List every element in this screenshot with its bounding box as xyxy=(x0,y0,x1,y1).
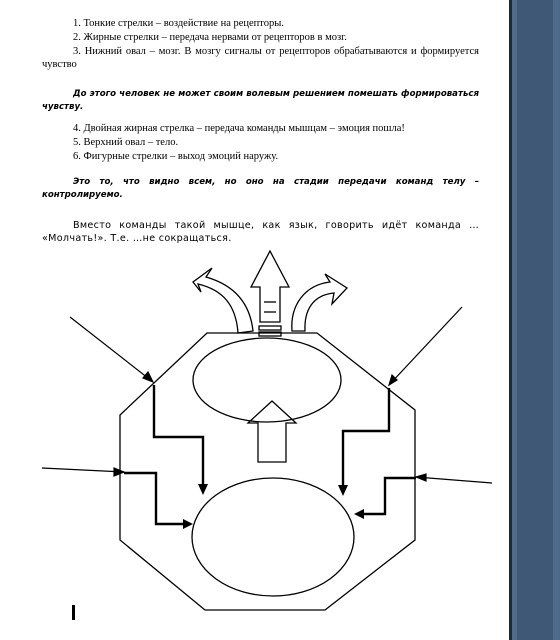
thin-arrow-top-left xyxy=(70,317,153,382)
list-item-3: 3. Нижний овал – мозг. В мозгу сигналы от рецепторов обрабатываются и формируется чувство xyxy=(42,46,479,70)
bold-arrow-lower-right xyxy=(362,478,416,514)
thin-arrow-top-right xyxy=(389,307,462,385)
bold-arrow-upper-left xyxy=(154,385,203,487)
emphasis-note-1: До этого человек не может своим волевым решением помешать формироваться чувству. xyxy=(42,89,479,112)
curly-arrow-left xyxy=(193,268,253,333)
hollow-arrow-base-bar xyxy=(259,326,281,330)
octagon-outline xyxy=(120,333,415,610)
list-item-1: 1. Тонкие стрелки – воздействие на рецепторы. xyxy=(73,18,284,29)
list-item-4: 4. Двойная жирная стрелка – передача команды мышцам – эмоция пошла! xyxy=(73,123,405,134)
curly-arrow-right xyxy=(292,274,347,331)
bold-arrow-upper-right xyxy=(343,388,389,488)
bold-arrow-lower-left xyxy=(124,473,185,524)
hollow-arrow-command xyxy=(248,401,296,462)
list-item-5: 5. Верхний овал – тело. xyxy=(73,137,179,148)
window-side-panel-inner xyxy=(517,0,553,640)
thin-arrow-right xyxy=(416,477,492,483)
body-paragraph: Вместо команды такой мышце, как язык, говорить идёт команда … «Молчать!». Т.е. …не сокращаться. xyxy=(42,220,479,244)
thin-arrow-left xyxy=(42,468,124,472)
list-item-6: 6. Фигурные стрелки – выход эмоций наружу. xyxy=(73,151,279,162)
hollow-arrow-base-bar xyxy=(259,332,281,336)
emphasis-note-2: Это то, что видно всем, но оно на стадии передачи команд телу – контролируемо. xyxy=(42,177,479,200)
lower-oval-brain xyxy=(192,478,354,596)
list-item-2: 2. Жирные стрелки – передача нервами от рецепторов в мозг. xyxy=(73,32,347,43)
upper-oval-body xyxy=(193,338,341,422)
text-cursor-icon xyxy=(72,605,75,620)
